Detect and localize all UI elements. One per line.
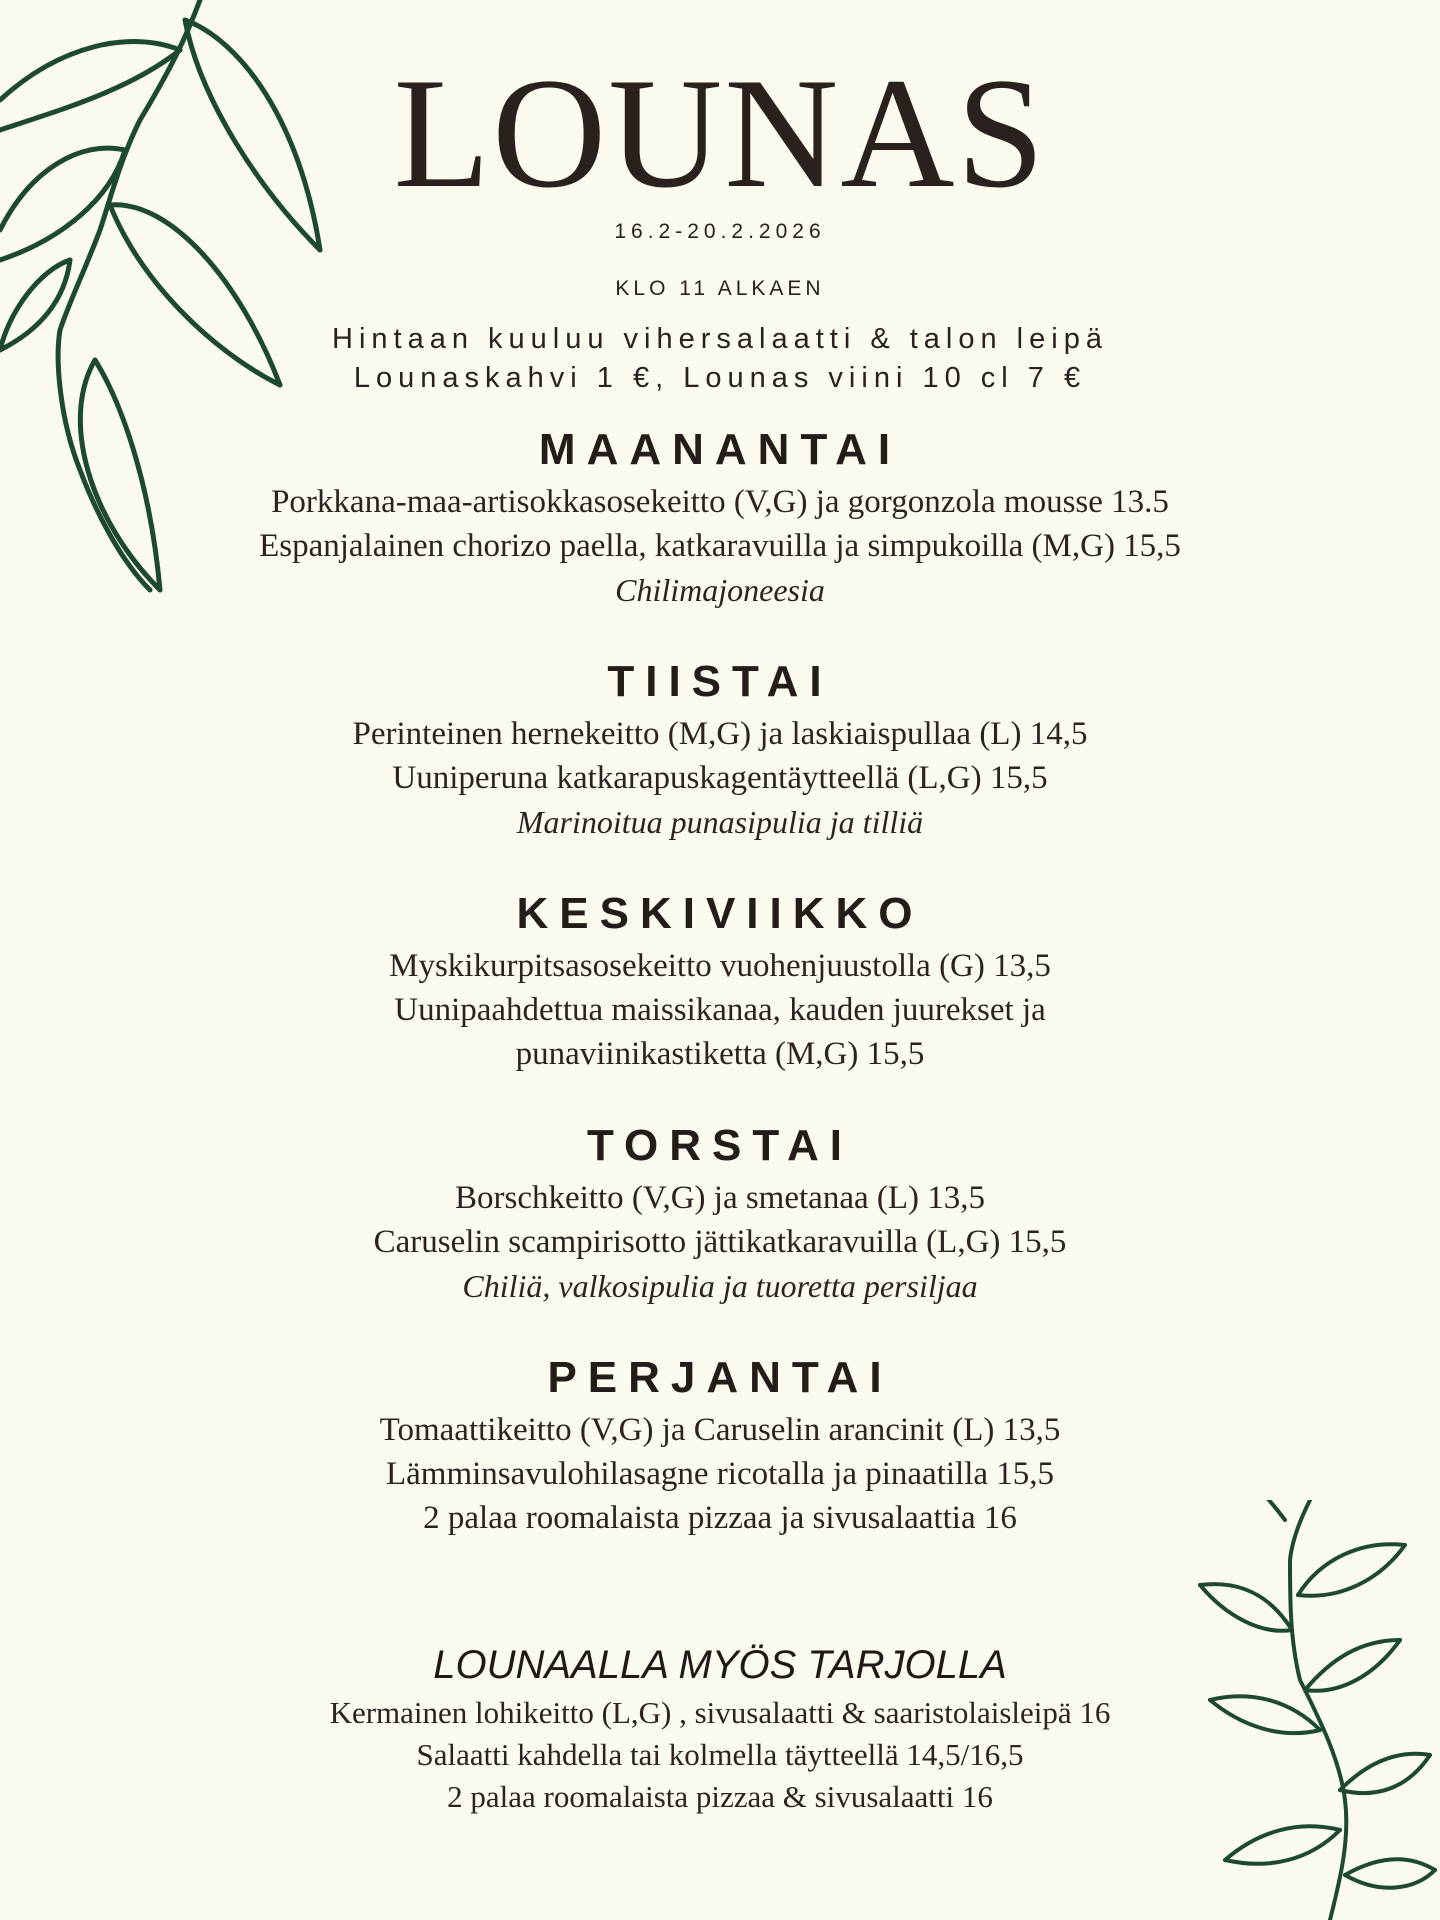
day-section-monday: [0, 420, 1440, 652]
dish-line: Perinteinen hernekeitto (M,G) ja laskiaispullaa (L) 14,5: [352, 716, 1088, 752]
day-title: TORSTAI: [586, 1121, 854, 1170]
page-title: LOUNAS: [393, 46, 1047, 221]
dish-line: Caruselin scampirisotto jättikatkaravuilla (L,G) 15,5: [373, 1224, 1067, 1260]
dish-accent: Chilimajoneesia: [615, 572, 825, 608]
weekly-menu: [0, 420, 1440, 1818]
extras-item: Kermainen lohikeitto (L,G) , sivusalaatti & saaristolaisleipä 16: [329, 1695, 1111, 1730]
dish-line: Uunipaahdettua maissikanaa, kauden juurekset ja: [394, 992, 1046, 1028]
day-title: PERJANTAI: [547, 1353, 893, 1402]
dish-line: Borschkeitto (V,G) ja smetanaa (L) 13,5: [455, 1180, 985, 1216]
day-title: MAANANTAI: [538, 425, 902, 474]
day-title: KESKIVIIKKO: [516, 889, 924, 938]
serving-time: KLO 11 ALKAEN: [615, 277, 825, 300]
dish-accent: Chiliä, valkosipulia ja tuoretta persiljaa: [462, 1268, 978, 1304]
dish-line: punaviinikastiketta (M,G) 15,5: [515, 1036, 925, 1072]
date-range: 16.2-20.2.2026: [614, 220, 826, 243]
extras-title: LOUNAALLA MYÖS TARJOLLA: [433, 1643, 1007, 1687]
day-section-friday: [0, 1348, 1440, 1638]
extras-section: [0, 1638, 1440, 1818]
dish-line: Myskikurpitsasosekeitto vuohenjuustolla (G) 13,5: [389, 948, 1051, 984]
day-section-wednesday: [0, 884, 1440, 1116]
extras-item: 2 palaa roomalaista pizzaa & sivusalaatti 16: [447, 1779, 993, 1814]
day-section-thursday: [0, 1116, 1440, 1348]
dish-line: Lämminsavulohilasagne ricotalla ja pinaatilla 15,5: [385, 1456, 1055, 1492]
dish-line: Espanjalainen chorizo paella, katkaravuilla ja simpukoilla (M,G) 15,5: [259, 528, 1181, 564]
drink-prices-note: Lounaskahvi 1 €, Lounas viini 10 cl 7 €: [353, 362, 1087, 394]
included-note: Hintaan kuuluu vihersalaatti & talon leipä: [332, 323, 1108, 355]
dish-line: 2 palaa roomalaista pizzaa ja sivusalaattia 16: [423, 1500, 1017, 1536]
day-section-tuesday: [0, 652, 1440, 884]
dish-accent: Marinoitua punasipulia ja tilliä: [516, 804, 924, 840]
dish-line: Tomaattikeitto (V,G) ja Caruselin arancinit (L) 13,5: [379, 1412, 1061, 1448]
day-title: TIISTAI: [607, 657, 833, 706]
extras-item: Salaatti kahdella tai kolmella täytteellä 14,5/16,5: [416, 1737, 1024, 1772]
dish-line: Uuniperuna katkarapuskagentäytteellä (L,G) 15,5: [392, 760, 1048, 796]
dish-line: Porkkana-maa-artisokkasosekeitto (V,G) ja gorgonzola mousse 13.5: [271, 484, 1169, 520]
